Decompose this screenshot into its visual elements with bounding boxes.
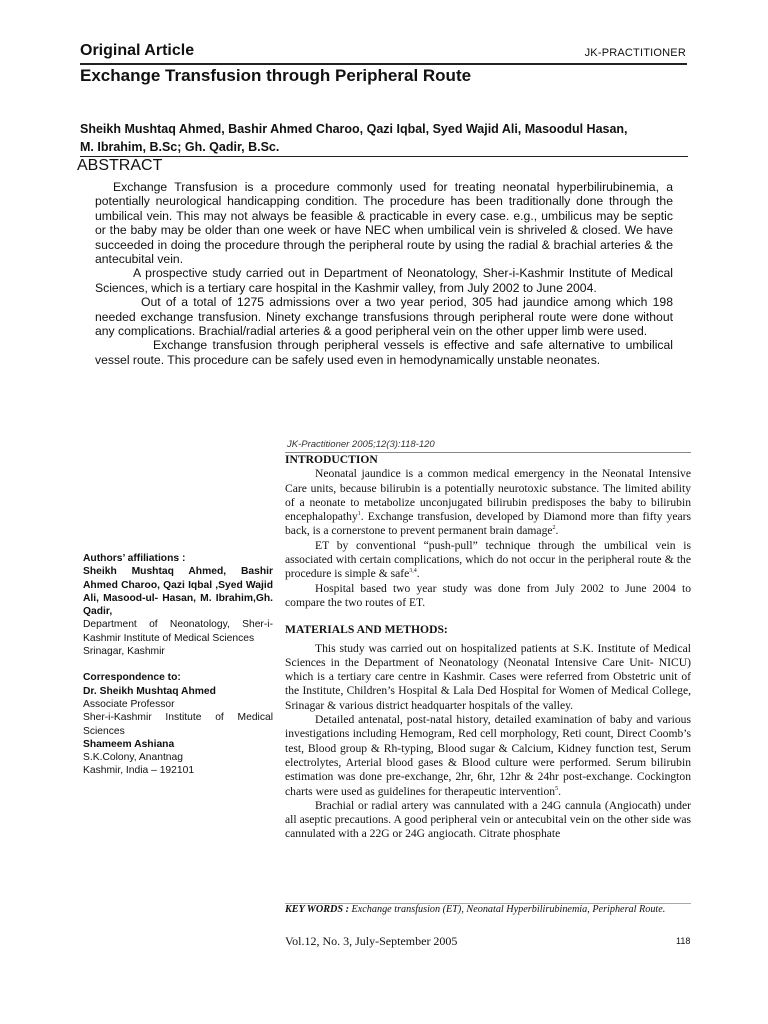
keywords <box>285 904 691 916</box>
abstract-rule <box>80 156 688 157</box>
abstract-heading: ABSTRACT <box>77 157 163 174</box>
correspondence-address-2: Kashmir, India – 192101 <box>83 765 195 777</box>
body-paragraph: Hospital based two year study was done from July 2002 to June 2004 to compare the two routes of ET. <box>285 581 691 609</box>
affiliation-department: Department of Neonatology, Sher-i-Kashmir Institute of Medical Sciences <box>83 619 273 644</box>
body-paragraph: Detailed antenatal, post-natal history, detailed examination of baby and various investigations including Hemogram, Red cell morphology, Reti count, Direct Coomb’s test, Blood group & Rh-typing, Blood sugar & Calcium, Kidney function test, Serum electrolytes, Arterial blood gases & Blood culture were performed. Serum bilirubin estimation was done pre-exchange, 2hr, 6hr, 12hr & 24hr post-exchange. Cockington charts were used as guidelines for therapeutic intervention$^5$. <box>285 713 691 798</box>
author-affiliations-sidebar <box>83 552 273 778</box>
affiliation-names: Sheikh Mushtaq Ahmed, Bashir Ahmed Charoo, Qazi Iqbal ,Syed Wajid Ali, Masood-ul- Hasan, M. Ibrahim,Gh. Qadir, <box>83 566 273 618</box>
methods-heading: MATERIALS AND METHODS: <box>285 623 448 637</box>
body-paragraph: This study was carried out on hospitalized patients at S.K. Institute of Medical Sciences in the Department of Neonatology (Neonatal Intensive Care Unit- NICU) which is a tertiary care centre in Kashmir. Cases were referred from Obstetric unit of the Institute, Children’s Hospital & Lala Ded Hospital for Women of Medical College, Srinagar & various district headquarter hospitals of the valley. <box>285 641 691 712</box>
abstract-paragraph: A prospective study carried out in Department of Neonatology, Sher-i-Kashmir Institute of Medical Sciences, which is a tertiary care hospital in the Kashmir valley, from July 2002 to June 2004. <box>95 266 673 295</box>
correspondence-institute: Sher-i-Kashmir Institute of Medical Sciences <box>83 712 273 737</box>
keywords-text: Exchange transfusion (ET), Neonatal Hyperbilirubinemia, Peripheral Route. <box>351 904 666 915</box>
citation-line: JK-Practitioner 2005;12(3):118-120 <box>287 439 435 450</box>
author-list <box>80 120 690 156</box>
article-type: Original Article <box>80 42 195 59</box>
keywords-label: KEY WORDS : <box>285 904 349 915</box>
author-line-1: Sheikh Mushtaq Ahmed, Bashir Ahmed Charoo, Qazi Iqbal, Syed Wajid Ali, Masoodul Hasan, <box>80 122 628 136</box>
body-paragraph: Neonatal jaundice is a common medical emergency in the Neonatal Intensive Care units, because bilirubin is a potentially neurotoxic substance. The limited ability of a neonate to metabolize unconjugated bilirubin predisposes the baby to bilirubin encephalopathy$^1$. Exchange transfusion, developed by Diamond more than fifty years back, is a cornerstone to prevent permanent brain damage$^2$. <box>285 467 691 538</box>
author-line-2: M. Ibrahim, B.Sc; Gh. Qadir, B.Sc. <box>80 140 280 154</box>
abstract-paragraph: Exchange Transfusion is a procedure commonly used for treating neonatal hyperbilirubinemia, a potentially neurological handicapping condition. The procedure has been traditionally done through the umbilical vein. This may not always be feasible & practicable in every case. e.g., umbilicus may be septic or the baby may be older than one week or have NEC when umbilical vein is shriveled & closed. We have succeeded in doing the procedure through the peripheral route by using the radial & brachial arteries & the antecubital vein. <box>95 180 673 267</box>
correspondence-name-2: Shameem Ashiana <box>83 738 175 750</box>
page-number: 118 <box>676 936 691 946</box>
correspondence-name: Dr. Sheikh Mushtaq Ahmed <box>83 685 216 697</box>
journal-name: JK-PRACTITIONER <box>584 47 686 59</box>
reference-mark: 1 <box>357 511 361 518</box>
correspondence-title: Associate Professor <box>83 698 175 710</box>
abstract-paragraph: Out of a total of 1275 admissions over a two year period, 305 had jaundice among which 198 needed exchange transfusion. Ninety exchange transfusions through peripheral route were done without any complications. Brachial/radial arteries & a good peripheral vein on the other upper limb were used. <box>95 295 673 339</box>
correspondence-label: Correspondence to: <box>83 672 181 684</box>
abstract-paragraph: Exchange transfusion through peripheral vessels is effective and safe alternative to umbilical vessel route. This procedure can be safely used even in hemodynamically unstable neonates. <box>95 338 673 367</box>
affiliations-label: Authors’ affiliations : <box>83 553 186 564</box>
reference-mark: 2 <box>552 525 556 532</box>
body-paragraph: Brachial or radial artery was cannulated with a 24G cannula (Angiocath) under all aseptic precautions. A good peripheral vein or antecubital vein on the other side was cannulated with a 22G or 24G angiocath. Citrate phosphate <box>285 798 691 841</box>
introduction-heading: INTRODUCTION <box>285 453 378 466</box>
article-body <box>285 453 691 842</box>
sidebar-spacer <box>83 658 273 671</box>
footer-volume: Vol.12, No. 3, July-September 2005 <box>285 934 458 948</box>
reference-mark: 5 <box>555 785 559 792</box>
abstract-body <box>95 180 673 367</box>
correspondence-address-1: S.K.Colony, Anantnag <box>83 752 183 764</box>
affiliation-city: Srinagar, Kashmir <box>83 646 165 658</box>
article-title: Exchange Transfusion through Peripheral Route <box>80 66 472 85</box>
body-paragraph: ET by conventional “push-pull” technique through the umbilical vein is associated with certain complications, which do not occur in the peripheral route & the procedure is simple & safe$^{3,4}$. <box>285 538 691 581</box>
header-rule <box>80 63 687 65</box>
reference-mark: 3,4 <box>409 568 417 575</box>
